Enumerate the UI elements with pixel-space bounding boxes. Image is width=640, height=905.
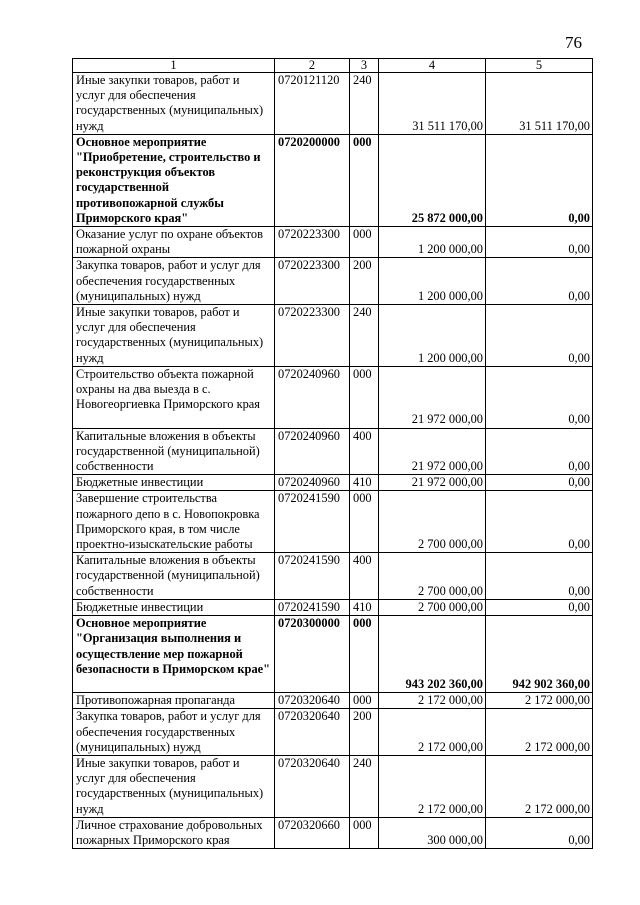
row-amount-2-cell: 0,00 — [486, 475, 593, 491]
row-type-cell: 240 — [350, 305, 379, 367]
row-name-cell: Противопожарная пропаганда — [73, 693, 275, 709]
row-amount-2-cell: 2 172 000,00 — [486, 693, 593, 709]
column-header-3: 3 — [350, 59, 379, 73]
row-amount-1-cell: 25 872 000,00 — [379, 134, 486, 226]
table-row — [73, 428, 593, 475]
row-amount-2-cell: 0,00 — [486, 599, 593, 615]
row-type-cell: 240 — [350, 73, 379, 135]
table-row — [73, 366, 593, 428]
row-type-cell: 000 — [350, 134, 379, 226]
row-amount-1-cell: 21 972 000,00 — [379, 366, 486, 428]
row-amount-1-cell: 21 972 000,00 — [379, 475, 486, 491]
table-row — [73, 616, 593, 693]
table-row — [73, 755, 593, 817]
row-name-cell: Капитальные вложения в объекты государственной (муниципальной) собственности — [73, 428, 275, 475]
row-type-cell: 410 — [350, 599, 379, 615]
row-code-cell: 0720240960 — [275, 475, 350, 491]
row-type-cell: 200 — [350, 258, 379, 305]
row-code-cell: 0720241590 — [275, 491, 350, 553]
row-amount-2-cell: 0,00 — [486, 366, 593, 428]
row-code-cell: 0720223300 — [275, 258, 350, 305]
table-row — [73, 258, 593, 305]
row-type-cell: 410 — [350, 475, 379, 491]
row-name-cell: Бюджетные инвестиции — [73, 599, 275, 615]
table-row — [73, 491, 593, 553]
row-code-cell: 0720241590 — [275, 599, 350, 615]
row-name-cell: Капитальные вложения в объекты государственной (муниципальной) собственности — [73, 553, 275, 600]
row-amount-1-cell: 1 200 000,00 — [379, 305, 486, 367]
row-amount-2-cell: 0,00 — [486, 134, 593, 226]
row-amount-2-cell: 2 172 000,00 — [486, 755, 593, 817]
row-name-cell: Иные закупки товаров, работ и услуг для обеспечения государственных (муниципальных) нужд — [73, 755, 275, 817]
row-type-cell: 000 — [350, 491, 379, 553]
row-code-cell: 0720320640 — [275, 755, 350, 817]
row-amount-1-cell: 2 172 000,00 — [379, 693, 486, 709]
row-amount-2-cell: 0,00 — [486, 227, 593, 258]
row-amount-2-cell: 0,00 — [486, 553, 593, 600]
row-name-cell: Строительство объекта пожарной охраны на два выезда в с. Новогеоргиевка Приморского края — [73, 366, 275, 428]
row-name-cell: Закупка товаров, работ и услуг для обеспечения государственных (муниципальных) нужд — [73, 258, 275, 305]
row-amount-2-cell: 0,00 — [486, 428, 593, 475]
row-type-cell: 000 — [350, 817, 379, 848]
row-type-cell: 000 — [350, 616, 379, 693]
row-code-cell: 0720121120 — [275, 73, 350, 135]
table-row — [73, 553, 593, 600]
row-name-cell: Иные закупки товаров, работ и услуг для обеспечения государственных (муниципальных) нужд — [73, 73, 275, 135]
page-number: 76 — [565, 33, 582, 52]
column-header-5: 5 — [486, 59, 593, 73]
row-name-cell: Основное мероприятие "Приобретение, строительство и реконструкция объектов государственной противопожарной службы Приморского края" — [73, 134, 275, 226]
row-name-cell: Иные закупки товаров, работ и услуг для обеспечения государственных (муниципальных) нужд — [73, 305, 275, 367]
row-name-cell: Основное мероприятие "Организация выполнения и осуществление мер пожарной безопасности в Приморском крае" — [73, 616, 275, 693]
row-amount-2-cell: 31 511 170,00 — [486, 73, 593, 135]
row-amount-1-cell: 2 700 000,00 — [379, 491, 486, 553]
row-type-cell: 000 — [350, 693, 379, 709]
row-name-cell: Завершение строительства пожарного депо в с. Новопокровка Приморского края, в том числе проектно-изыскательские работы — [73, 491, 275, 553]
budget-table-body — [73, 59, 593, 849]
row-name-cell: Бюджетные инвестиции — [73, 475, 275, 491]
table-row — [73, 709, 593, 756]
row-amount-2-cell: 0,00 — [486, 305, 593, 367]
row-amount-1-cell: 300 000,00 — [379, 817, 486, 848]
row-code-cell: 0720200000 — [275, 134, 350, 226]
row-amount-1-cell: 1 200 000,00 — [379, 227, 486, 258]
row-amount-1-cell: 1 200 000,00 — [379, 258, 486, 305]
row-amount-1-cell: 2 172 000,00 — [379, 755, 486, 817]
row-name-cell: Личное страхование добровольных пожарных Приморского края — [73, 817, 275, 848]
column-header-1: 1 — [73, 59, 275, 73]
row-amount-1-cell: 2 172 000,00 — [379, 709, 486, 756]
row-amount-1-cell: 2 700 000,00 — [379, 599, 486, 615]
column-header-4: 4 — [379, 59, 486, 73]
row-code-cell: 0720240960 — [275, 366, 350, 428]
table-row — [73, 817, 593, 848]
row-name-cell: Закупка товаров, работ и услуг для обеспечения государственных (муниципальных) нужд — [73, 709, 275, 756]
row-type-cell: 400 — [350, 553, 379, 600]
row-code-cell: 0720241590 — [275, 553, 350, 600]
row-amount-2-cell: 0,00 — [486, 258, 593, 305]
row-type-cell: 240 — [350, 755, 379, 817]
row-code-cell: 0720223300 — [275, 305, 350, 367]
row-amount-2-cell: 942 902 360,00 — [486, 616, 593, 693]
table-row — [73, 227, 593, 258]
row-name-cell: Оказание услуг по охране объектов пожарной охраны — [73, 227, 275, 258]
table-row — [73, 693, 593, 709]
table-row — [73, 134, 593, 226]
row-type-cell: 200 — [350, 709, 379, 756]
row-type-cell: 000 — [350, 366, 379, 428]
row-code-cell: 0720320660 — [275, 817, 350, 848]
row-code-cell: 0720320640 — [275, 693, 350, 709]
row-code-cell: 0720320640 — [275, 709, 350, 756]
budget-table — [72, 58, 593, 849]
row-amount-1-cell: 21 972 000,00 — [379, 428, 486, 475]
table-row — [73, 305, 593, 367]
row-type-cell: 000 — [350, 227, 379, 258]
row-amount-2-cell: 0,00 — [486, 491, 593, 553]
table-row — [73, 475, 593, 491]
row-type-cell: 400 — [350, 428, 379, 475]
row-code-cell: 0720240960 — [275, 428, 350, 475]
row-amount-2-cell: 2 172 000,00 — [486, 709, 593, 756]
row-amount-2-cell: 0,00 — [486, 817, 593, 848]
column-header-2: 2 — [275, 59, 350, 73]
table-row — [73, 599, 593, 615]
row-code-cell: 0720300000 — [275, 616, 350, 693]
column-number-row — [73, 59, 593, 73]
row-code-cell: 0720223300 — [275, 227, 350, 258]
row-amount-1-cell: 2 700 000,00 — [379, 553, 486, 600]
row-amount-1-cell: 31 511 170,00 — [379, 73, 486, 135]
table-row — [73, 73, 593, 135]
row-amount-1-cell: 943 202 360,00 — [379, 616, 486, 693]
